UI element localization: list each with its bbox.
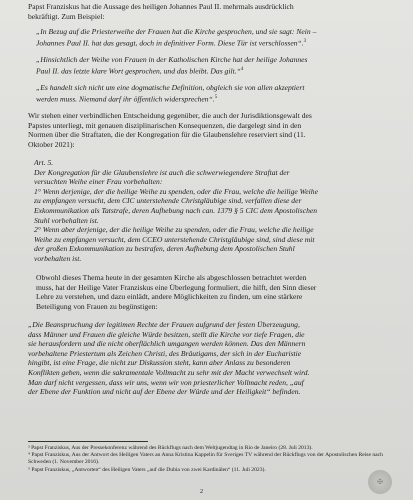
text-line: versuchten Weihe einer Frau vorbehalten: [34,177,163,187]
text-line: Papst Franziskus hat die Aussage des heiligen Johannes Paul II. mehrmals ausdrücklich [28,2,294,11]
text-line: Wir stehen einer verbindlichen Entscheidung gegenüber, die auch der Jurisdiktionsgewalt des [28,111,312,120]
text-line: Der Kongregation für die Glaubenslehre ist auch die schwerwiegendere Straftat der [34,167,290,177]
text-line: Normen über die Straftaten, die der Kongregation für die Glaubenslehre reserviert sind (11. [28,130,306,140]
text-line: Paul II. das letzte klare Wort gesprochen, und das bleibt. Das gilt.“ [36,66,241,76]
text-line: Papstes unterliegt, mit genauen disziplinarischen Konsequenzen, die dargelegt sind in den [28,120,302,130]
paragraph-reflection [28,273,396,311]
text-line: zu empfangen versucht, dem CIC unterstehende Christgläubige sind, verfallen diese der [34,196,302,206]
footnote: ⁴ Papst Franziskus, Aus der Antwort des Heiligen Vaters an Anna Kristina Kappelin für Sveriges TV während der Rückflugs von der Apostolischen Reise nach Schweden (1. November 2016). [28,452,383,466]
footnote-divider [28,441,148,442]
text-line: muss, hat der Heilige Vater Franziskus eine Überlegung formuliert, die hilft, den Sinn dieser [36,282,317,292]
text-line: Stuhl vorbehalten ist. [34,215,99,225]
text-line: Beteiligung von Frauen zu begünstigen: [36,301,158,311]
text-line: Obwohl dieses Thema heute in der gesamten Kirche als abgeschlossen betrachtet werden [36,273,307,282]
footnote-ref[interactable]: 4 [240,66,244,72]
text-line: der großen Exkommunikation zu bestrafen, deren Aufhebung dem Apostolischen Stuhl [34,244,295,254]
text-line: dass Männer und Frauen die gleiche Würde besitzen, stellt die Kirche vor tiefe Fragen, die [28,329,305,339]
article-heading: Art. 5. [34,158,54,167]
text-line: bekräftigt. Zum Beispiel: [28,11,105,21]
text-line: hingibt, ist eine Frage, die nicht zur Diskussion steht, kann aber Anlass zu besonderen [28,358,291,368]
text-line: Exkommunikation als Tatstrafe, deren Aufhebung nach can. 1379 § 5 CIC dem Apostolischen [34,205,318,215]
stamp-mark: ✠ [368,470,392,494]
text-line: werden muss. Niemand darf ihr öffentlich widersprechen“. [36,94,215,104]
quote-4 [28,320,388,397]
text-line: vorbehalten ist. [34,253,82,263]
footnotes [28,445,384,474]
text-line: vorbehaltene Priestertum als Zeichen Christi, des Bräutigams, der sich in der Eucharistie [28,348,302,358]
article-5 [34,158,386,264]
footnote-ref[interactable]: 3 [303,38,307,44]
quote-3 [28,83,396,104]
text-line: Oktober 2021): [28,139,75,149]
text-line: „Hinsichtlich der Weihe von Frauen in der Katholischen Kirche hat der heilige Johannes [36,55,308,64]
text-line: Weihe zu empfangen versucht, dem CCEO unterstehende Christgläubige sind, sind diese mit [34,234,315,244]
quote-1 [28,27,396,48]
intro-paragraph [28,2,388,21]
footnote: ⁵ Papst Franziskus, „Antworten“ des Heiligen Vaters „auf die Dubia von zwei Kardinälen“ (11. Juli 2023). [28,466,266,473]
text-line: Johannes Paul II. hat das gesagt, doch in definitiver Form. Diese Tür ist verschlossen“. [36,38,304,48]
paragraph-decision [28,111,388,149]
text-line: „In Bezug auf die Priesterweihe der Frauen hat die Kirche gesprochen, und sie sagt: Nein – [36,27,317,36]
text-line: der Ebene der Funktion und nicht auf der Ebene der Würde und der Heiligkeit“ befinden. [28,387,301,397]
text-line: Man darf nicht vergessen, dass wir uns, wenn wir von priesterlicher Vollmacht reden, „auf [28,377,304,387]
footnote: ³ Papst Franziskus, Aus der Pressekonferenz während des Rückflugs nach dem Weltjugendtag in Rio de Janeiro (28. Juli 2013). [28,445,313,451]
text-line: Lehre zu verstehen, und dazu einlädt, andere Möglichkeiten zu finden, um eine stärkere [36,292,303,302]
text-line: 1° Wenn derjenige, der die heilige Weihe zu spenden, oder die Frau, welche die heilige Weihe [34,186,318,196]
quote-2 [28,55,396,76]
text-line: Konflikten geben, wenn die sakramentale Vollmacht zu sehr mit der Macht verwechselt wird. [28,367,310,377]
text-line: sie herausfordern und die nicht oberflächlich umgangen werden können. Das den Männern [28,339,306,349]
page-number: 2 [200,489,203,495]
text-line: 2° Wenn aber derjenige, der die heilige Weihe zu spenden, oder die Frau, welche die heilige [34,225,314,235]
text-line: „Die Beanspruchung der legitimen Rechte der Frauen aufgrund der festen Überzeugung, [28,320,300,329]
footnote-ref[interactable]: 5 [214,94,218,100]
text-line: „Es handelt sich nicht um eine dogmatische Definition, obgleich sie von allen akzeptiert [36,83,305,92]
